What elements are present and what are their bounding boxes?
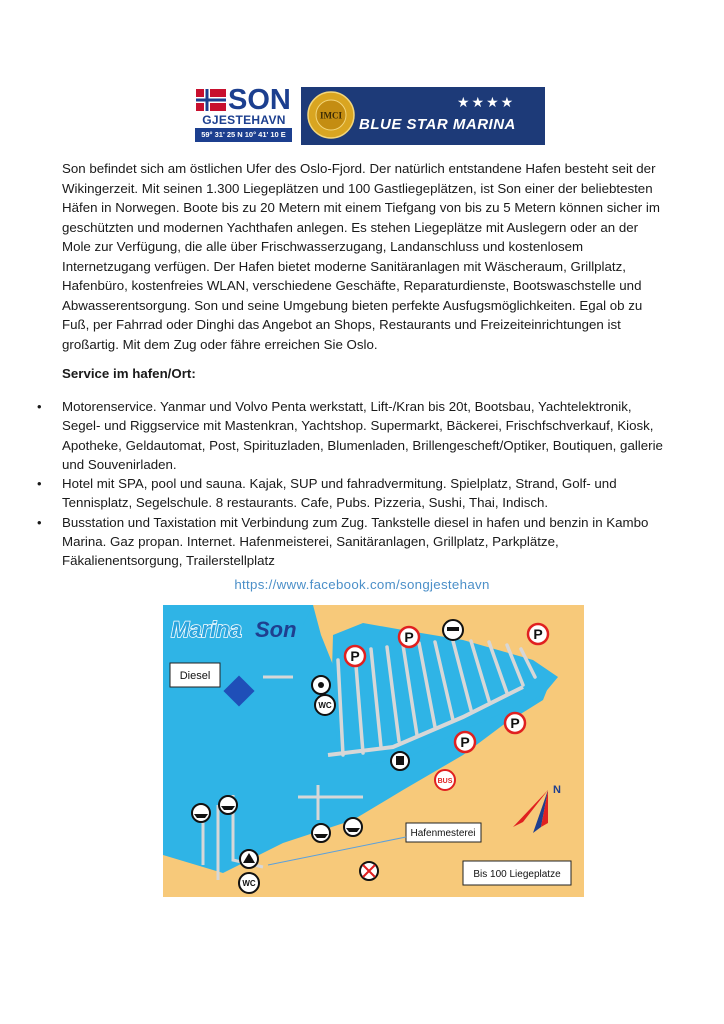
intro-paragraph [62, 159, 662, 354]
hafenmeister-label-box [406, 823, 481, 842]
map-title-son: Son [255, 617, 297, 642]
hafenmeister-label: Hafenmesterei [410, 828, 476, 839]
boat-icon [192, 804, 210, 822]
son-logo-coordinates: 59° 31' 25 N 10° 41' 10 E [195, 128, 292, 142]
parking-icon [345, 646, 365, 666]
parking-icon [528, 624, 548, 644]
bullet-icon: • [37, 476, 42, 492]
svg-text:P: P [404, 629, 414, 645]
list-item [37, 474, 667, 513]
berths-label-box [463, 861, 571, 885]
marina-map [163, 605, 584, 897]
intro-text: Son befindet sich am östlichen Ufer des Oslo-Fjord. Der natürlich entstandene Hafen besteht seit der Wikingerzeit. Mit seinen 1.300 Liegeplätzen und 100 Gastliegeplätzen, ist Son einer der beliebtesten Häfen in Norwegen. Boote bis zu 20 Metern mit einem Tiefgang von bis zu 5 Metern können sicher im geschützten und modernen Yachthafen anlegen. Es stehen Liegeplätze mit Auslegern oder an der Mole zur Verfügung, die alle über Frischwasserzugang, Landanschluss und kostenlosem Internetzugang verfügen. Der Hafen bietet moderne Sanitäranlagen mit Wäscheraum, Grillplatz, Hafenbüro, kostenfreies WLAN, verschiedene Geschäfte, Reparaturdienste, Bootswaschstelle und Abwasserentsorgung. Son und seine Umgebung bieten perfekte Ausfugsmöglichkeiten. Egal ob zu Fuß, per Fahrrad oder Dinghi das Angebot an Shops, Restaurants und Freizeiteinrichtungen ist großartig. Mit dem Zug oder fähre erreichen Sie Oslo. [62, 161, 660, 352]
svg-text:P: P [460, 734, 470, 750]
blue-star-marina-word: BLUE STAR MARINA [359, 116, 516, 133]
svg-text:WC: WC [318, 701, 332, 710]
son-logo-word: SON [228, 84, 291, 116]
compass-north-label: N [553, 784, 561, 796]
svg-text:WC: WC [242, 879, 256, 888]
list-item [37, 513, 667, 571]
service-item-text: Busstation und Taxistation mit Verbindung zum Zug. Tankstelle diesel in hafen und benzin in Kambo Marina. Gaz propan. Internet. Hafenmeisterei, Sanitäranlagen, Grillplatz, Parkplätze, Fäkalienentsorgung, Trailerstellplatz [62, 514, 649, 569]
boat-icon [219, 796, 237, 814]
header-logos [195, 86, 545, 146]
boat-icon [312, 824, 330, 842]
facebook-link[interactable]: https://www.facebook.com/songjestehavn [234, 577, 490, 592]
diesel-label: Diesel [179, 670, 211, 682]
wc-icon [239, 873, 259, 893]
bus-icon [435, 770, 455, 790]
service-item-text: Motorenservice. Yanmar und Volvo Penta werkstatt, Lift-/Kran bis 20t, Bootsbau, Yachtelektronik, Segel- und Riggservice mit Mastenkran, Yachtshop. Supermarkt, Bäckerei, Frischfschverkauf, Kiosk, Apotheke, Geldautomat, Post, Spirituzladen, Blumenladen, Brillengescheft/Optiker, Boutiquen, gallerie und Souvenirladen. [62, 399, 663, 472]
svg-text:BUS: BUS [437, 778, 453, 785]
boat-icon [344, 818, 362, 836]
parking-icon [505, 713, 525, 733]
diesel-label-box [170, 663, 220, 687]
parking-icon [399, 627, 419, 647]
marina-map-svg [163, 605, 584, 897]
services-heading: Service im hafen/Ort: [62, 366, 196, 381]
map-title [171, 617, 297, 642]
son-logo-subword: GJESTEHAVN [202, 113, 286, 127]
blue-star-marina-logo [301, 87, 545, 145]
service-item-text: Hotel mit SPA, pool und sauna. Kajak, SUP und fahradvermitung. Spielplatz, Strand, Golf- und Tennisplatz, Segelschule. 8 restaurants. Cafe, Pubs. Pizzeria, Sushi, Thai, Indisch. [62, 476, 617, 511]
map-title-marina: Marina [171, 617, 242, 642]
berths-label: Bis 100 Liegeplatze [473, 869, 561, 880]
svg-text:P: P [350, 648, 360, 664]
bullet-icon: • [37, 514, 42, 530]
wc-icon [315, 695, 335, 715]
services-list [37, 397, 667, 571]
bullet-icon: • [37, 399, 42, 414]
list-item [37, 397, 667, 474]
son-gjestehavn-logo [195, 86, 295, 146]
parking-icon [455, 732, 475, 752]
svg-text:P: P [510, 715, 520, 731]
svg-text:P: P [533, 626, 543, 642]
imci-seal-icon [307, 91, 355, 139]
imci-seal-text: IMCI [320, 110, 342, 121]
norway-flag-icon [196, 89, 226, 111]
rating-stars: ★★★★ [457, 94, 516, 110]
